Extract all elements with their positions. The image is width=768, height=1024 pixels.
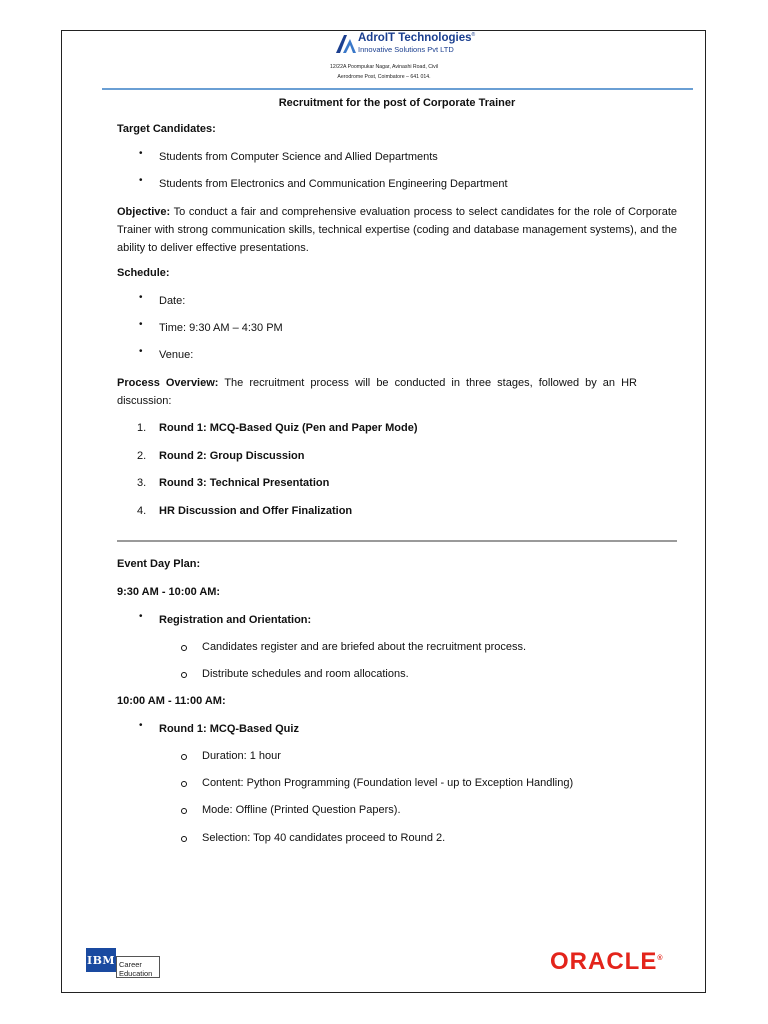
step-label: HR Discussion and Offer Finalization (159, 505, 353, 517)
step-label: Round 1: MCQ-Based Quiz (Pen and Paper Mode) (159, 422, 418, 434)
slot-time: 9:30 AM - 10:00 AM: (117, 586, 221, 598)
circle-bullet-icon (181, 808, 187, 814)
step-label: Round 3: Technical Presentation (159, 477, 330, 489)
objective-text: To conduct a fair and comprehensive evaluation process to select candidates for the role of Corporate Trainer with strong communication skills, technical expertise (coding and database management systems), and the ability to deliver effective presentations. (117, 206, 677, 254)
slot-item: Round 1: MCQ-Based Quiz (159, 723, 299, 735)
company-logo (336, 33, 475, 53)
process-label: Process Overview: (117, 377, 219, 389)
slot-subitem: Selection: Top 40 candidates proceed to Round 2. (202, 832, 446, 844)
schedule-time: Time: 9:30 AM – 4:30 PM (159, 322, 283, 334)
bullet-icon: • (139, 720, 143, 731)
ibm-text-line1: Career (119, 960, 142, 969)
section-divider (117, 540, 677, 542)
bullet-icon: • (139, 611, 143, 622)
bullet-icon: • (139, 319, 143, 330)
slot-subitem: Content: Python Programming (Foundation level - up to Exception Handling) (202, 777, 574, 789)
oracle-registered-mark: ® (657, 955, 663, 962)
schedule-venue: Venue: (159, 349, 194, 361)
schedule-date: Date: (159, 295, 186, 307)
slot-time: 10:00 AM - 11:00 AM: (117, 695, 226, 707)
process-paragraph (117, 374, 637, 410)
ibm-text-line2: Education (119, 969, 153, 978)
step-number: 1. (137, 422, 147, 434)
process-text: The recruitment process will be conducted in three stages, followed by an HR discussion: (117, 377, 637, 407)
objective-label: Objective: (117, 206, 171, 218)
circle-bullet-icon (181, 754, 187, 760)
ibm-career-education-logo (86, 948, 160, 978)
header-divider (102, 88, 693, 90)
target-item: Students from Computer Science and Allied Departments (159, 151, 438, 163)
step-number: 3. (137, 477, 147, 489)
target-item: Students from Electronics and Communication Engineering Department (159, 178, 508, 190)
plan-heading: Event Day Plan: (117, 558, 201, 570)
slot-subitem: Duration: 1 hour (202, 750, 281, 762)
address-line-2: Aerodrome Post, Coimbatore – 641 014. (337, 74, 431, 80)
circle-bullet-icon (181, 781, 187, 787)
circle-bullet-icon (181, 672, 187, 678)
company-tagline: Innovative Solutions Pvt LTD (358, 44, 454, 54)
circle-bullet-icon (181, 645, 187, 651)
target-heading: Target Candidates: (117, 123, 216, 135)
oracle-wordmark: ORACLE (550, 948, 658, 975)
oracle-logo (550, 948, 663, 976)
objective-paragraph (117, 203, 677, 257)
slot-subitem: Distribute schedules and room allocations. (202, 668, 409, 680)
step-number: 2. (137, 450, 147, 462)
slot-subitem: Candidates register and are briefed about the recruitment process. (202, 641, 527, 653)
step-label: Round 2: Group Discussion (159, 450, 305, 462)
step-number: 4. (137, 505, 147, 517)
slot-subitem: Mode: Offline (Printed Question Papers). (202, 804, 401, 816)
address-line-1: 12/22A Poompukar Nagar, Avinashi Road, Civil (329, 64, 439, 70)
trademark-mark: ® (471, 32, 476, 39)
circle-bullet-icon (181, 836, 187, 842)
ibm-logo-icon: IBM (86, 948, 116, 972)
bullet-icon: • (139, 346, 143, 357)
bullet-icon: • (139, 292, 143, 303)
schedule-heading: Schedule: (117, 267, 170, 279)
adroit-logo-icon (336, 33, 356, 53)
company-name: AdroIT Technologies (358, 32, 472, 44)
slot-item: Registration and Orientation: (159, 614, 312, 626)
bullet-icon: • (139, 175, 143, 186)
bullet-icon: • (139, 148, 143, 159)
document-title: Recruitment for the post of Corporate Trainer (278, 97, 516, 109)
